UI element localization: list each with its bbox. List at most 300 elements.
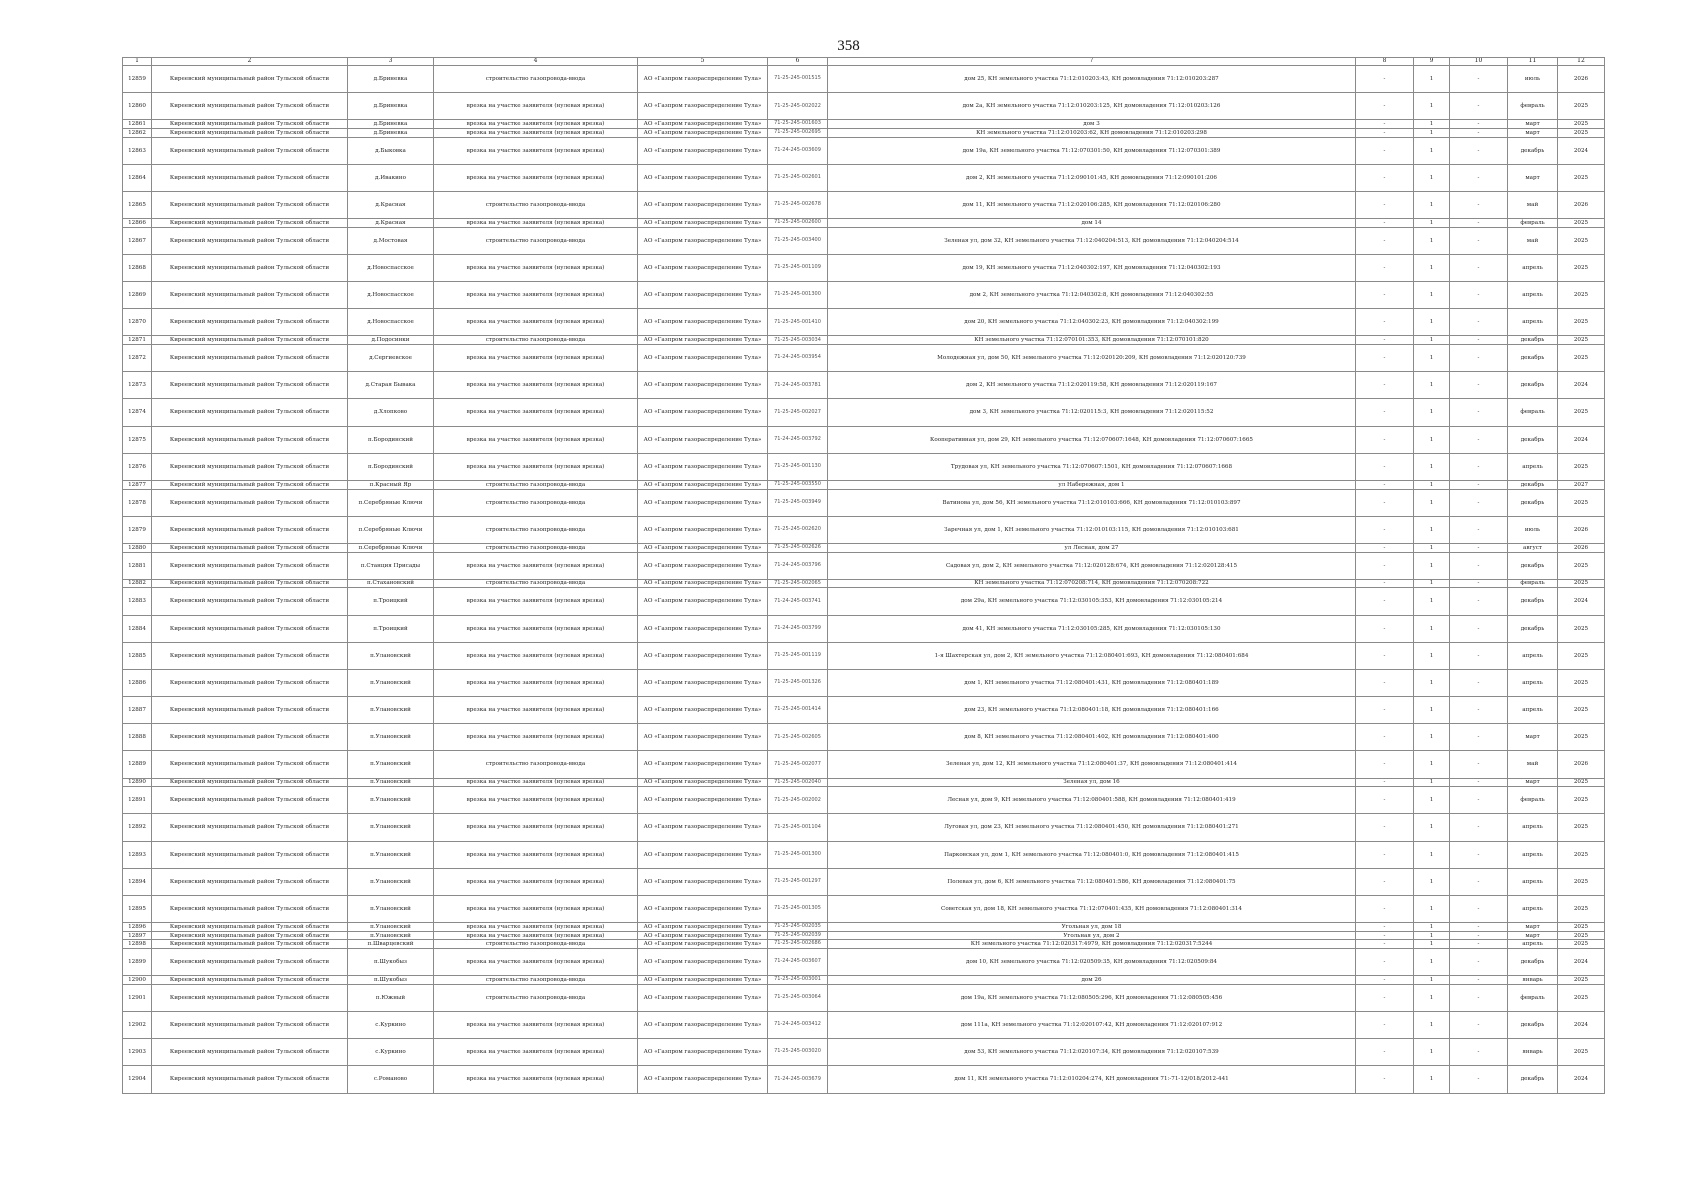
cell-address-cadastral: дом 11, КН земельного участка 71:12:010204:274, КН домовладения 71:-71-12/018/2012-441 [828, 1066, 1356, 1093]
cell-row-number: 12879 [123, 516, 152, 543]
cell-locality: п.Улановский [348, 896, 434, 923]
cell-month: февраль [1508, 984, 1558, 1011]
cell-application-code: 71-24-245-003781 [768, 372, 828, 399]
cell-work-type: врезка на участке заявителя (нулевая врезка) [434, 453, 638, 480]
cell-column-8-value: - [1356, 66, 1414, 93]
cell-column-9-value: 1 [1414, 1066, 1450, 1093]
cell-address-cadastral: 1-я Шахтерская ул, дом 2, КН земельного участка 71:12:080401:693, КН домовладения 71:12:080401:684 [828, 642, 1356, 669]
cell-address-cadastral: дом 10, КН земельного участка 71:12:020509:35, КН домовладения 71:12:020509:84 [828, 948, 1356, 975]
cell-municipality: Кирeевский муниципальный район Тульской области [152, 868, 348, 895]
cell-work-type: врезка на участке заявителя (нулевая врезка) [434, 923, 638, 932]
cell-column-9-value: 1 [1414, 219, 1450, 228]
cell-organization: АО «Газпром газораспределение Тула» [638, 976, 768, 985]
cell-row-number: 12865 [123, 191, 152, 218]
cell-column-8-value: - [1356, 751, 1414, 778]
cell-address-cadastral: Зеленая ул, дом 12, КН земельного участка 71:12:080401:37, КН домовладения 71:12:080401:414 [828, 751, 1356, 778]
cell-municipality: Кирeевский муниципальный район Тульской области [152, 724, 348, 751]
cell-application-code: 71-24-245-003609 [768, 137, 828, 164]
cell-year: 2025 [1558, 282, 1605, 309]
cell-municipality: Кирeевский муниципальный район Тульской области [152, 669, 348, 696]
cell-locality: п.Улановский [348, 778, 434, 787]
cell-application-code: 71-25-245-001414 [768, 697, 828, 724]
cell-locality: п.Бородинский [348, 453, 434, 480]
cell-application-code: 71-25-245-002620 [768, 516, 828, 543]
cell-month: февраль [1508, 219, 1558, 228]
cell-year: 2026 [1558, 543, 1605, 552]
cell-column-9-value: 1 [1414, 191, 1450, 218]
table-row [123, 615, 1605, 642]
cell-work-type: врезка на участке заявителя (нулевая врезка) [434, 93, 638, 120]
cell-month: декабрь [1508, 481, 1558, 490]
cell-work-type: врезка на участке заявителя (нулевая врезка) [434, 426, 638, 453]
cell-address-cadastral: дом 11, КН земельного участка 71:12:020106:285, КН домовладения 71:12:020106:280 [828, 191, 1356, 218]
cell-month: март [1508, 923, 1558, 932]
cell-locality: с.Романово [348, 1066, 434, 1093]
cell-row-number: 12864 [123, 164, 152, 191]
cell-municipality: Кирeевский муниципальный район Тульской области [152, 552, 348, 579]
cell-organization: АО «Газпром газораспределение Тула» [638, 588, 768, 615]
cell-column-9-value: 1 [1414, 896, 1450, 923]
cell-application-code: 71-25-245-002695 [768, 128, 828, 137]
cell-municipality: Кирeевский муниципальный район Тульской области [152, 399, 348, 426]
cell-column-9-value: 1 [1414, 309, 1450, 336]
cell-year: 2025 [1558, 120, 1605, 129]
cell-year: 2025 [1558, 345, 1605, 372]
cell-month: март [1508, 931, 1558, 940]
cell-organization: АО «Газпром газораспределение Тула» [638, 345, 768, 372]
cell-row-number: 12886 [123, 669, 152, 696]
cell-application-code: 71-25-245-001297 [768, 868, 828, 895]
cell-locality: д.Мостовая [348, 227, 434, 254]
cell-organization: АО «Газпром газораспределение Тула» [638, 787, 768, 814]
cell-address-cadastral: Зеленая ул, дом 16 [828, 778, 1356, 787]
cell-application-code: 71-25-245-001300 [768, 282, 828, 309]
cell-column-9-value: 1 [1414, 481, 1450, 490]
cell-address-cadastral: дом 14 [828, 219, 1356, 228]
table-row [123, 254, 1605, 281]
cell-year: 2024 [1558, 426, 1605, 453]
cell-column-10-value: - [1450, 516, 1508, 543]
cell-organization: АО «Газпром газораспределение Тула» [638, 93, 768, 120]
cell-year: 2025 [1558, 841, 1605, 868]
cell-row-number: 12871 [123, 336, 152, 345]
cell-year: 2025 [1558, 227, 1605, 254]
table-row [123, 543, 1605, 552]
cell-year: 2025 [1558, 309, 1605, 336]
cell-column-8-value: - [1356, 923, 1414, 932]
cell-locality: п.Улановский [348, 724, 434, 751]
column-header-4: 4 [434, 58, 638, 66]
cell-locality: д.Красная [348, 219, 434, 228]
table-row [123, 787, 1605, 814]
cell-work-type: строительство газопровода-ввода [434, 516, 638, 543]
cell-organization: АО «Газпром газораспределение Тула» [638, 372, 768, 399]
cell-application-code: 71-25-245-001104 [768, 814, 828, 841]
cell-organization: АО «Газпром газораспределение Тула» [638, 309, 768, 336]
column-header-12: 12 [1558, 58, 1605, 66]
page-number: 358 [837, 38, 860, 54]
cell-municipality: Кирeевский муниципальный район Тульской области [152, 191, 348, 218]
cell-column-9-value: 1 [1414, 697, 1450, 724]
cell-address-cadastral: дом 8, КН земельного участка 71:12:080401:402, КН домовладения 71:12:080401:400 [828, 724, 1356, 751]
cell-column-9-value: 1 [1414, 588, 1450, 615]
cell-work-type: врезка на участке заявителя (нулевая врезка) [434, 588, 638, 615]
cell-column-9-value: 1 [1414, 137, 1450, 164]
cell-year: 2025 [1558, 724, 1605, 751]
cell-column-9-value: 1 [1414, 336, 1450, 345]
cell-address-cadastral: КН земельного участка 71:12:070208:714, КН домовладения 71:12:070208:722 [828, 579, 1356, 588]
table-row [123, 282, 1605, 309]
table-row [123, 399, 1605, 426]
cell-municipality: Кирeевский муниципальный район Тульской области [152, 309, 348, 336]
cell-column-8-value: - [1356, 453, 1414, 480]
cell-column-9-value: 1 [1414, 254, 1450, 281]
cell-locality: п.Серебряные Ключи [348, 543, 434, 552]
cell-column-9-value: 1 [1414, 976, 1450, 985]
cell-application-code: 71-25-245-003550 [768, 481, 828, 490]
cell-organization: АО «Газпром газораспределение Тула» [638, 516, 768, 543]
cell-locality: д.Ивакино [348, 164, 434, 191]
cell-address-cadastral: Садовая ул, дом 2, КН земельного участка 71:12:020128:674, КН домовладения 71:12:020128:415 [828, 552, 1356, 579]
cell-column-9-value: 1 [1414, 128, 1450, 137]
cell-municipality: Кирeевский муниципальный район Тульской области [152, 814, 348, 841]
cell-month: декабрь [1508, 336, 1558, 345]
cell-municipality: Кирeевский муниципальный район Тульской области [152, 896, 348, 923]
cell-row-number: 12893 [123, 841, 152, 868]
cell-application-code: 71-25-245-003949 [768, 489, 828, 516]
cell-year: 2025 [1558, 931, 1605, 940]
cell-locality: п.Стахановский [348, 579, 434, 588]
cell-month: апрель [1508, 282, 1558, 309]
cell-column-9-value: 1 [1414, 923, 1450, 932]
cell-work-type: врезка на участке заявителя (нулевая врезка) [434, 697, 638, 724]
cell-work-type: врезка на участке заявителя (нулевая врезка) [434, 254, 638, 281]
cell-month: декабрь [1508, 948, 1558, 975]
cell-column-8-value: - [1356, 868, 1414, 895]
cell-column-10-value: - [1450, 552, 1508, 579]
table-row [123, 552, 1605, 579]
cell-column-9-value: 1 [1414, 868, 1450, 895]
cell-year: 2025 [1558, 552, 1605, 579]
cell-column-9-value: 1 [1414, 778, 1450, 787]
cell-locality: п.Троицкий [348, 615, 434, 642]
cell-organization: АО «Газпром газораспределение Тула» [638, 642, 768, 669]
cell-address-cadastral: Парковская ул, дом 1, КН земельного участка 71:12:080401:0, КН домовладения 71:12:080401:415 [828, 841, 1356, 868]
cell-locality: п.Улановский [348, 642, 434, 669]
cell-organization: АО «Газпром газораспределение Тула» [638, 778, 768, 787]
table-row [123, 128, 1605, 137]
cell-month: июль [1508, 66, 1558, 93]
cell-application-code: 71-25-245-001305 [768, 896, 828, 923]
cell-column-8-value: - [1356, 778, 1414, 787]
cell-column-9-value: 1 [1414, 984, 1450, 1011]
cell-application-code: 71-25-245-002686 [768, 940, 828, 949]
table-row [123, 642, 1605, 669]
cell-organization: АО «Газпром газораспределение Тула» [638, 697, 768, 724]
cell-work-type: врезка на участке заявителя (нулевая врезка) [434, 309, 638, 336]
cell-column-10-value: - [1450, 896, 1508, 923]
cell-municipality: Кирeевский муниципальный район Тульской области [152, 93, 348, 120]
cell-column-10-value: - [1450, 372, 1508, 399]
cell-column-10-value: - [1450, 282, 1508, 309]
table-row [123, 976, 1605, 985]
cell-column-8-value: - [1356, 642, 1414, 669]
cell-month: январь [1508, 1039, 1558, 1066]
cell-column-8-value: - [1356, 552, 1414, 579]
cell-row-number: 12891 [123, 787, 152, 814]
cell-application-code: 71-24-245-003679 [768, 1066, 828, 1093]
cell-month: декабрь [1508, 372, 1558, 399]
cell-municipality: Кирeевский муниципальный район Тульской области [152, 984, 348, 1011]
cell-work-type: врезка на участке заявителя (нулевая врезка) [434, 896, 638, 923]
cell-column-10-value: - [1450, 120, 1508, 129]
cell-row-number: 12884 [123, 615, 152, 642]
table-row [123, 896, 1605, 923]
cell-column-8-value: - [1356, 426, 1414, 453]
cell-locality: с.Куркино [348, 1011, 434, 1038]
cell-work-type: строительство газопровода-ввода [434, 489, 638, 516]
cell-address-cadastral: Лесная ул, дом 9, КН земельного участка 71:12:080401:588, КН домовладения 71:12:080401:419 [828, 787, 1356, 814]
cell-month: апрель [1508, 841, 1558, 868]
cell-column-8-value: - [1356, 399, 1414, 426]
cell-locality: д.Подосинки [348, 336, 434, 345]
table-row [123, 219, 1605, 228]
cell-column-10-value: - [1450, 642, 1508, 669]
cell-organization: АО «Газпром газораспределение Тула» [638, 543, 768, 552]
cell-column-10-value: - [1450, 336, 1508, 345]
cell-row-number: 12898 [123, 940, 152, 949]
cell-month: февраль [1508, 787, 1558, 814]
cell-month: март [1508, 778, 1558, 787]
table-row [123, 814, 1605, 841]
cell-application-code: 71-25-245-001515 [768, 66, 828, 93]
cell-row-number: 12889 [123, 751, 152, 778]
table-row [123, 940, 1605, 949]
cell-row-number: 12861 [123, 120, 152, 129]
cell-row-number: 12862 [123, 128, 152, 137]
table-row [123, 227, 1605, 254]
cell-work-type: врезка на участке заявителя (нулевая врезка) [434, 1039, 638, 1066]
cell-column-9-value: 1 [1414, 453, 1450, 480]
cell-application-code: 71-25-245-001119 [768, 642, 828, 669]
cell-column-10-value: - [1450, 227, 1508, 254]
table-row [123, 336, 1605, 345]
cell-row-number: 12874 [123, 399, 152, 426]
cell-column-8-value: - [1356, 336, 1414, 345]
cell-row-number: 12859 [123, 66, 152, 93]
cell-column-8-value: - [1356, 976, 1414, 985]
cell-column-10-value: - [1450, 128, 1508, 137]
table-row [123, 1011, 1605, 1038]
table-row [123, 426, 1605, 453]
cell-municipality: Кирeевский муниципальный район Тульской области [152, 481, 348, 490]
cell-column-8-value: - [1356, 93, 1414, 120]
cell-column-10-value: - [1450, 931, 1508, 940]
cell-month: март [1508, 164, 1558, 191]
cell-locality: д.Бриневка [348, 128, 434, 137]
cell-month: апрель [1508, 309, 1558, 336]
cell-column-10-value: - [1450, 868, 1508, 895]
cell-address-cadastral: Советская ул, дом 18, КН земельного участка 71:12:070401:435, КН домовладения 71:12:080401:314 [828, 896, 1356, 923]
table-row [123, 516, 1605, 543]
cell-column-8-value: - [1356, 128, 1414, 137]
cell-row-number: 12896 [123, 923, 152, 932]
cell-column-9-value: 1 [1414, 66, 1450, 93]
column-header-1: 1 [123, 58, 152, 66]
cell-municipality: Кирeевский муниципальный район Тульской области [152, 345, 348, 372]
cell-work-type: строительство газопровода-ввода [434, 940, 638, 949]
cell-column-10-value: - [1450, 814, 1508, 841]
cell-application-code: 71-25-245-002626 [768, 543, 828, 552]
cell-address-cadastral: ул Набережная, дом 1 [828, 481, 1356, 490]
cell-work-type: врезка на участке заявителя (нулевая врезка) [434, 669, 638, 696]
cell-column-9-value: 1 [1414, 120, 1450, 129]
cell-year: 2025 [1558, 399, 1605, 426]
gasification-registry-table [122, 57, 1605, 1094]
cell-application-code: 71-24-245-003799 [768, 615, 828, 642]
cell-municipality: Кирeевский муниципальный район Тульской области [152, 543, 348, 552]
cell-address-cadastral: Молодежная ул, дом 50, КН земельного участка 71:12:020120:209, КН домовладения 71:12:020120:739 [828, 345, 1356, 372]
cell-application-code: 71-25-245-002027 [768, 399, 828, 426]
cell-row-number: 12876 [123, 453, 152, 480]
cell-address-cadastral: дом 19а, КН земельного участка 71:12:080505:296, КН домовладения 71:12:080505:456 [828, 984, 1356, 1011]
cell-locality: д.Красная [348, 191, 434, 218]
cell-organization: АО «Газпром газораспределение Тула» [638, 669, 768, 696]
cell-column-10-value: - [1450, 615, 1508, 642]
cell-work-type: строительство газопровода-ввода [434, 227, 638, 254]
cell-row-number: 12880 [123, 543, 152, 552]
cell-organization: АО «Газпром газораспределение Тула» [638, 615, 768, 642]
cell-municipality: Кирeевский муниципальный район Тульской области [152, 1066, 348, 1093]
cell-organization: АО «Газпром газораспределение Тула» [638, 426, 768, 453]
cell-column-10-value: - [1450, 697, 1508, 724]
cell-column-8-value: - [1356, 940, 1414, 949]
cell-year: 2025 [1558, 254, 1605, 281]
cell-municipality: Кирeевский муниципальный район Тульской области [152, 923, 348, 932]
cell-month: декабрь [1508, 1066, 1558, 1093]
cell-municipality: Кирeевский муниципальный район Тульской области [152, 227, 348, 254]
column-header-10: 10 [1450, 58, 1508, 66]
cell-row-number: 12897 [123, 931, 152, 940]
cell-year: 2026 [1558, 516, 1605, 543]
cell-row-number: 12883 [123, 588, 152, 615]
table-row [123, 66, 1605, 93]
cell-month: март [1508, 724, 1558, 751]
table-row [123, 453, 1605, 480]
cell-work-type: врезка на участке заявителя (нулевая врезка) [434, 1066, 638, 1093]
cell-organization: АО «Газпром газораспределение Тула» [638, 227, 768, 254]
cell-row-number: 12899 [123, 948, 152, 975]
cell-column-8-value: - [1356, 543, 1414, 552]
cell-row-number: 12890 [123, 778, 152, 787]
cell-column-8-value: - [1356, 1039, 1414, 1066]
cell-column-8-value: - [1356, 191, 1414, 218]
cell-application-code: 71-25-245-002002 [768, 787, 828, 814]
column-header-7: 7 [828, 58, 1356, 66]
cell-month: апрель [1508, 940, 1558, 949]
cell-year: 2025 [1558, 489, 1605, 516]
cell-organization: АО «Газпром газораспределение Тула» [638, 984, 768, 1011]
cell-row-number: 12894 [123, 868, 152, 895]
cell-column-9-value: 1 [1414, 787, 1450, 814]
cell-address-cadastral: КН земельного участка 71:12:070101:353, КН домовладения 71:12:070101:820 [828, 336, 1356, 345]
cell-month: апрель [1508, 453, 1558, 480]
cell-year: 2025 [1558, 93, 1605, 120]
cell-year: 2025 [1558, 923, 1605, 932]
cell-work-type: строительство газопровода-ввода [434, 751, 638, 778]
cell-column-9-value: 1 [1414, 399, 1450, 426]
column-header-9: 9 [1414, 58, 1450, 66]
cell-column-8-value: - [1356, 948, 1414, 975]
cell-address-cadastral: дом 53, КН земельного участка 71:12:020107:34, КН домовладения 71:12:020107:539 [828, 1039, 1356, 1066]
cell-column-8-value: - [1356, 697, 1414, 724]
cell-application-code: 71-25-245-002022 [768, 93, 828, 120]
cell-municipality: Кирeевский муниципальный район Тульской области [152, 120, 348, 129]
cell-application-code: 71-25-245-002601 [768, 164, 828, 191]
table-row [123, 841, 1605, 868]
cell-application-code: 71-24-245-003607 [768, 948, 828, 975]
cell-row-number: 12867 [123, 227, 152, 254]
cell-address-cadastral: дом 3 [828, 120, 1356, 129]
cell-row-number: 12901 [123, 984, 152, 1011]
cell-column-8-value: - [1356, 516, 1414, 543]
cell-work-type: врезка на участке заявителя (нулевая врезка) [434, 219, 638, 228]
cell-column-8-value: - [1356, 787, 1414, 814]
table-row [123, 579, 1605, 588]
cell-row-number: 12888 [123, 724, 152, 751]
cell-month: март [1508, 120, 1558, 129]
cell-month: февраль [1508, 93, 1558, 120]
cell-column-10-value: - [1450, 543, 1508, 552]
cell-locality: д.Старая Бывака [348, 372, 434, 399]
cell-application-code: 71-25-245-001300 [768, 841, 828, 868]
cell-organization: АО «Газпром газораспределение Тула» [638, 254, 768, 281]
cell-organization: АО «Газпром газораспределение Тула» [638, 940, 768, 949]
cell-year: 2025 [1558, 868, 1605, 895]
cell-column-10-value: - [1450, 1066, 1508, 1093]
cell-locality: д.Бриневка [348, 120, 434, 129]
cell-application-code: 71-24-245-003792 [768, 426, 828, 453]
cell-address-cadastral: дом 1, КН земельного участка 71:12:080401:431, КН домовладения 71:12:080401:189 [828, 669, 1356, 696]
table-row [123, 751, 1605, 778]
cell-address-cadastral: Ватинова ул, дом 56, КН земельного участка 71:12:010103:666, КН домовладения 71:12:010103:897 [828, 489, 1356, 516]
cell-application-code: 71-25-245-002605 [768, 724, 828, 751]
cell-organization: АО «Газпром газораспределение Тула» [638, 282, 768, 309]
cell-column-9-value: 1 [1414, 615, 1450, 642]
cell-locality: д.Новоспасское [348, 282, 434, 309]
cell-month: декабрь [1508, 588, 1558, 615]
cell-locality: п.Красный Яр [348, 481, 434, 490]
cell-month: май [1508, 751, 1558, 778]
cell-municipality: Кирeевский муниципальный район Тульской области [152, 931, 348, 940]
cell-row-number: 12866 [123, 219, 152, 228]
cell-column-8-value: - [1356, 120, 1414, 129]
cell-municipality: Кирeевский муниципальный район Тульской области [152, 778, 348, 787]
cell-year: 2024 [1558, 1011, 1605, 1038]
cell-application-code: 71-25-245-003034 [768, 336, 828, 345]
cell-year: 2025 [1558, 896, 1605, 923]
cell-column-9-value: 1 [1414, 552, 1450, 579]
cell-column-8-value: - [1356, 615, 1414, 642]
cell-organization: АО «Газпром газораспределение Тула» [638, 137, 768, 164]
cell-locality: п.Улановский [348, 868, 434, 895]
registry-body [123, 66, 1605, 1094]
cell-work-type: врезка на участке заявителя (нулевая врезка) [434, 164, 638, 191]
cell-organization: АО «Газпром газораспределение Тула» [638, 724, 768, 751]
cell-application-code: 71-24-245-003796 [768, 552, 828, 579]
cell-application-code: 71-25-245-001130 [768, 453, 828, 480]
cell-column-10-value: - [1450, 481, 1508, 490]
